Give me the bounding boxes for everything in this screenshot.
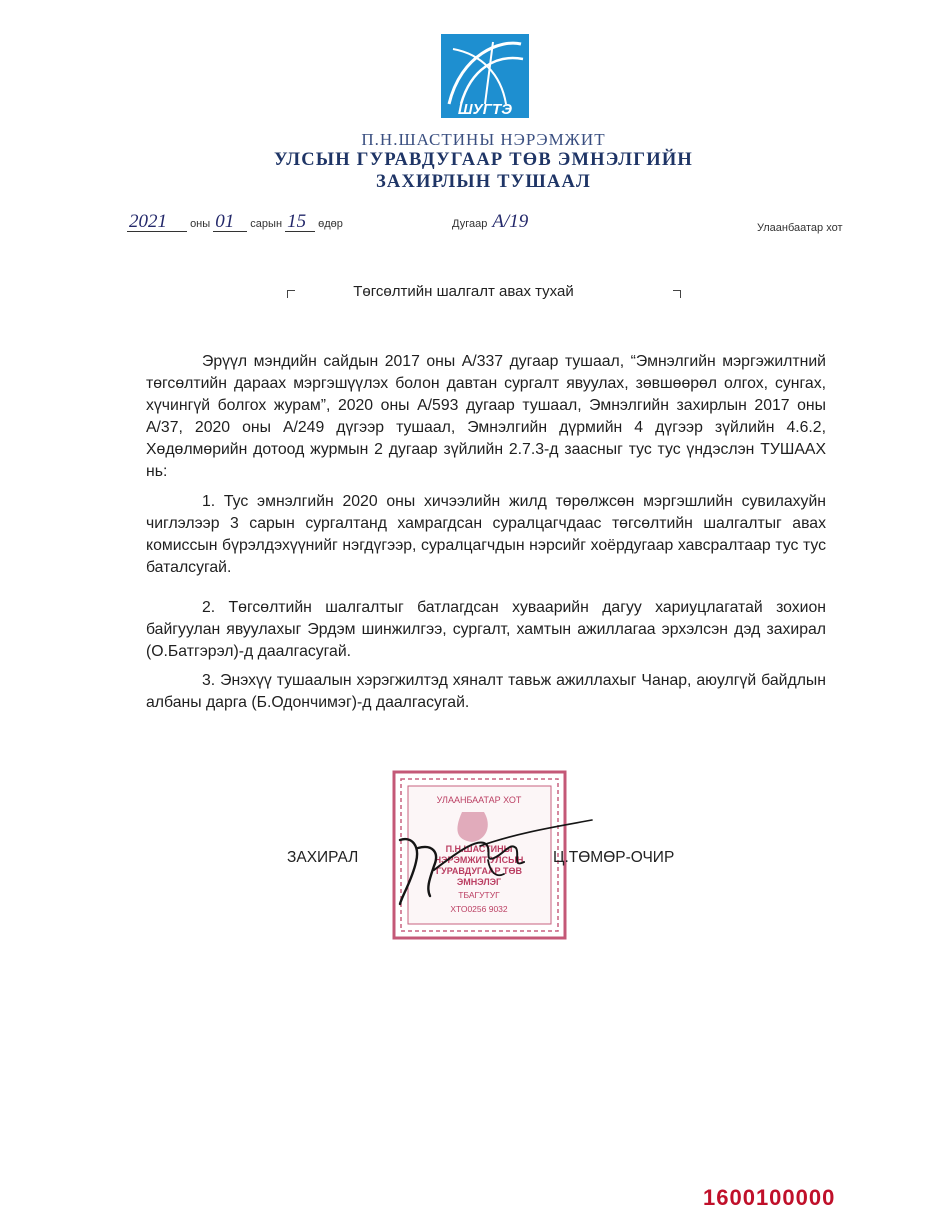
- stamp-top-text: УЛААНБААТАР ХОТ: [436, 795, 522, 805]
- order-item-2: 2. Төгсөлтийн шалгалтыг батлагдсан хуваарийн дагуу хариуцлагатай зохион байгуулан явуулахыг Эрдэм шинжилгээ, сургалт, хамтын ажиллагаа эрхэлсэн дэд захирал (О.Батгэрэл)-д даалгасугай.: [146, 599, 826, 660]
- stamp-line: ТБАГУТУГ: [458, 890, 500, 900]
- stamp-line: НЭРЭМЖИТ УЛСЫН: [434, 855, 524, 865]
- order-number-value: А/19: [492, 211, 529, 232]
- preamble-paragraph: Эрүүл мэндийн сайдын 2017 оны А/337 дугаар тушаал, “Эмнэлгийн мэргэжилтний төгсөлтийн дараах мэргэшүүлэх болон давтан сургалт явуулах, зөвшөөрөл олгох, сунгах, хүчингүй болгох журам”, 2020 оны А/593 дугаар тушаал, Эмнэлгийн захирлын 2017 оны А/37, 2020 оны А/249 дүгээр тушаал, Эмнэлгийн дүрмийн 4 дүгээр зүйлийн 4.6.2, Хөдөлмөрийн дотоод журмын 2 дугаар зүйлийн 2.7.3-д заасныг тус тус үндэслэн ТУШААХ нь:: [146, 353, 826, 480]
- date-year: 2021: [127, 213, 187, 232]
- stamp-line: ХТО0256 9032: [450, 904, 508, 914]
- order-item-3: 3. Энэхүү тушаалын хэрэгжилтэд хяналт тавьж ажиллахыг Чанар, аюулгүй байдлын албаны дарга (Б.Одончимэг)-д даалгасугай.: [146, 672, 826, 711]
- handwritten-signature: [360, 800, 600, 910]
- order-item-1: 1. Тус эмнэлгийн 2020 оны хичээлийн жилд төрөлжсөн мэргэшлийн сувилахуйн чиглэлээр 3 сарын сургалтанд хамрагдсан суралцагчдаас төгсөлтийн шалгалтыг авах комиссын бүрэлдэхүүнийг нэгдүгээр, суралцагчдын нэрсийг хоёрдугаар хавсралтаар тус тус баталсугай.: [146, 493, 826, 576]
- director-title: ЗАХИРАЛ: [287, 849, 359, 866]
- date-year-label: оны: [190, 218, 211, 230]
- logo-text: ШУГТЭ: [457, 101, 513, 118]
- stamp-line: ГУРАВДУГААР ТӨВ: [436, 866, 522, 876]
- org-name-main: УЛСЫН ГУРАВДУГААР ТӨВ ЭМНЭЛГИЙН: [273, 150, 694, 170]
- subject-corner-right: [673, 290, 681, 298]
- director-name: Ц.ТӨМӨР-ОЧИР: [553, 849, 675, 866]
- date-day: 15: [285, 213, 315, 232]
- document-type: ЗАХИРЛЫН ТУШААЛ: [375, 172, 592, 192]
- city: Улаанбаатар хот: [757, 222, 843, 234]
- date-month: 01: [213, 213, 247, 232]
- order-subject: Төгсөлтийн шалгалт авах тухай: [353, 283, 574, 300]
- hospital-logo: [441, 34, 529, 118]
- order-number: [452, 213, 548, 231]
- stamp-line: ЭМНЭЛЭГ: [456, 877, 502, 887]
- form-serial-number: 1600100000: [703, 1185, 836, 1210]
- date-month-label: сарын: [250, 218, 283, 230]
- order-date: [127, 213, 343, 232]
- order-number-label: Дугаар: [452, 218, 488, 230]
- org-name-line: П.Н.ШАСТИНЫ НЭРЭМЖИТ: [361, 130, 606, 149]
- date-day-label: өдөр: [318, 218, 343, 230]
- stamp-line: П.Н.ШАСТИНЫ: [445, 844, 513, 854]
